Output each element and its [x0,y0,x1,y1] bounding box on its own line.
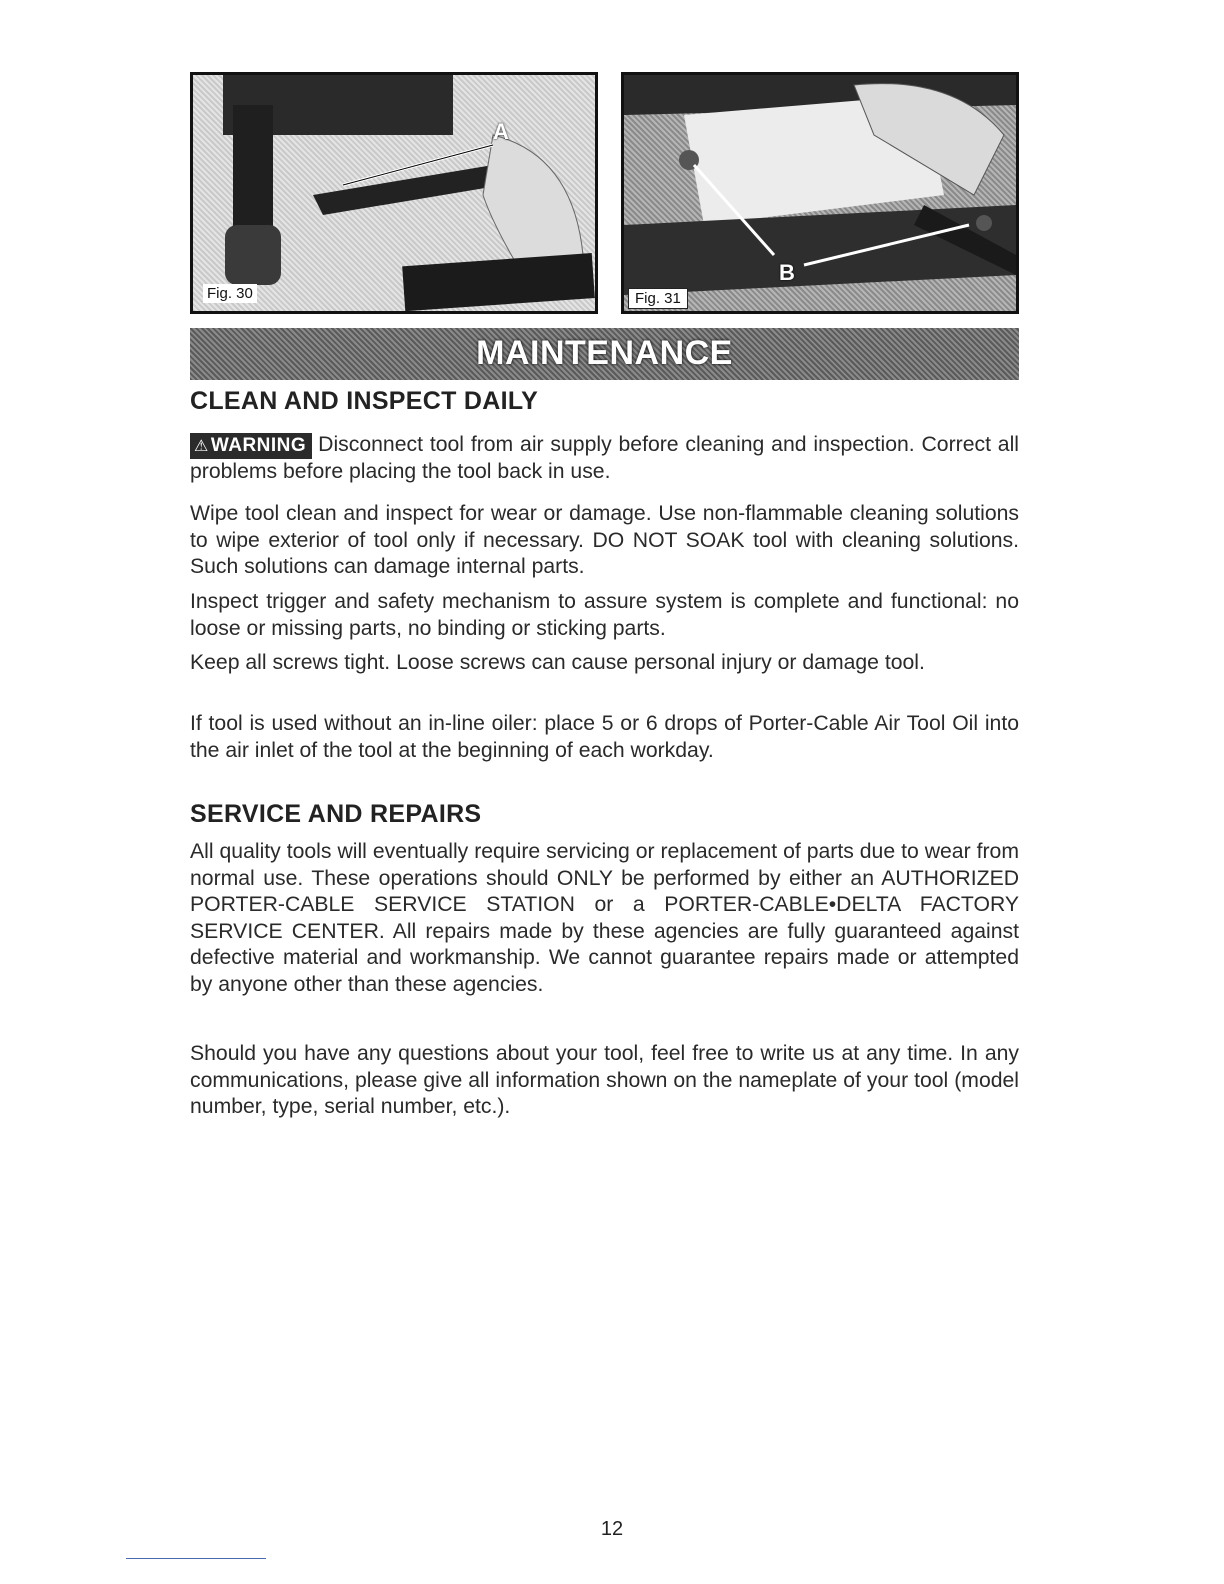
figure-31 [621,72,1019,314]
section-heading-clean: CLEAN AND INSPECT DAILY [190,387,539,415]
paragraph-wipe: Wipe tool clean and inspect for wear or damage. Use non-flammable cleaning solutions to wipe exterior of tool only if necessary. DO NOT SOAK tool with cleaning solutions. Such solutions can damage internal parts. [190,502,1019,578]
warning-badge [190,433,312,459]
maintenance-banner [190,328,1019,380]
callout-a: A [493,119,509,144]
figure-31-illustration [624,75,1016,311]
warning-label: WARNING [210,435,307,456]
paragraph-oil: If tool is used without an in-line oiler: place 5 or 6 drops of Porter-Cable Air Tool Oil into the air inlet of the tool at the beginning of each workday. [190,712,1019,762]
warning-icon: ⚠ [194,438,209,455]
paragraph-questions: Should you have any questions about your tool, feel free to write us at any time. In any communications, please give all information shown on the nameplate of your tool (model number, type, serial number, etc.). [190,1042,1019,1118]
figure-30-illustration [193,75,595,311]
footer-rule [126,1558,266,1559]
banner-title: MAINTENANCE [476,334,733,372]
paragraph-screws: Keep all screws tight. Loose screws can cause personal injury or damage tool. [190,651,925,674]
figure-31-label: Fig. 31 [628,288,688,309]
warning-paragraph [190,432,1019,486]
warning-text: Disconnect tool from air supply before cleaning and inspection. Correct all problems before placing the tool back in use. [190,433,1019,483]
page-number: 12 [600,1518,624,1540]
figure-30-label: Fig. 30 [203,284,257,303]
callout-b: B [779,260,795,285]
section-heading-service: SERVICE AND REPAIRS [190,800,482,828]
figure-30 [190,72,598,314]
paragraph-inspect: Inspect trigger and safety mechanism to assure system is complete and functional: no loose or missing parts, no binding or sticking parts. [190,590,1019,640]
paragraph-quality: All quality tools will eventually require servicing or replacement of parts due to wear from normal use. These operations should ONLY be performed by either an AUTHORIZED PORTER-CABLE SERVICE STATION or a PORTER-CABLE•DELTA FACTORY SERVICE CENTER. All repairs made by these agencies are fully guaranteed against defective material and workmanship. We cannot guarantee repairs made or attempted by anyone other than these agencies. [190,840,1019,996]
